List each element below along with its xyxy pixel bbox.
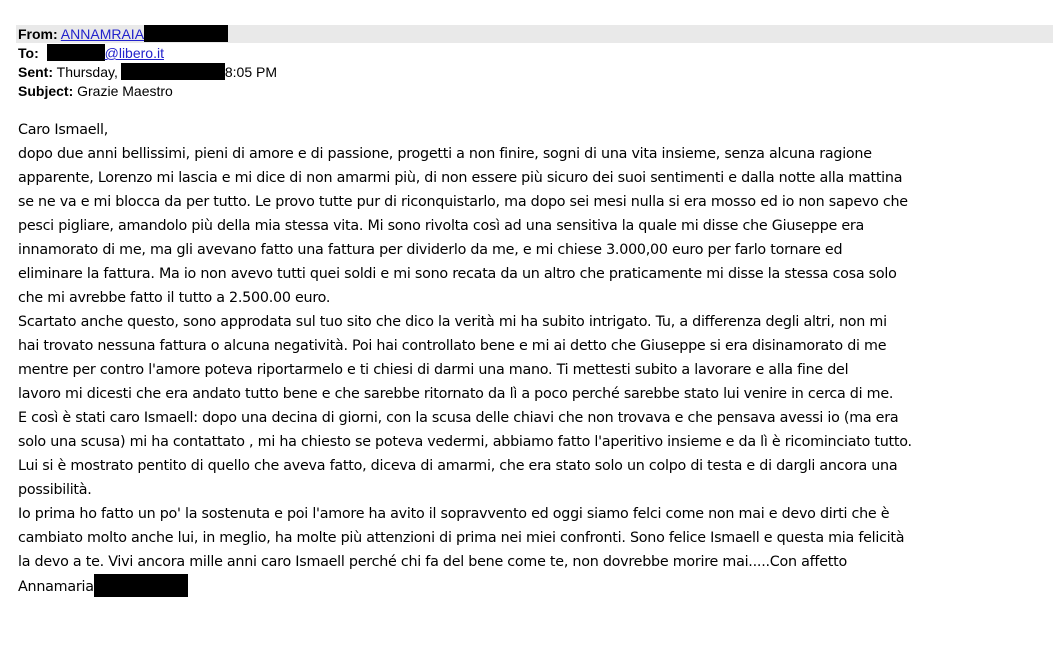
- sent-time: 8:05 PM: [224, 64, 277, 80]
- body-line: apparente, Lorenzo mi lascia e mi dice di non amarmi più, di non essere più sicuro dei suoi sentimenti e dalla notte alla mattina: [18, 170, 903, 186]
- redacted-from-surname: [144, 25, 228, 42]
- redacted-signature-surname: [94, 574, 188, 597]
- subject-row: [18, 82, 173, 101]
- body-line: pesci pigliare, amandolo più della mia stessa vita. Mi sono rivolta così ad una sensitiva la quale mi disse che Giuseppe era: [18, 218, 865, 234]
- from-label: From:: [18, 26, 58, 42]
- from-sender-link[interactable]: ANNAMRAIA: [60, 26, 145, 42]
- body-line: la devo a te. Vivi ancora mille anni caro Ismaell perché chi fa del bene come te, non dovrebbe morire mai.....Con affetto: [18, 554, 847, 570]
- to-label: To:: [18, 45, 39, 61]
- body-line: se ne va e mi blocca da per tutto. Le provo tutte pur di riconquistarlo, ma dopo sei mesi nulla si era mosso ed io non sapevo che: [18, 194, 908, 210]
- body-line: cambiato molto anche lui, in meglio, ha molte più attenzioni di prima nei miei confronti. Sono felice Ismaell e questa mia felicità: [18, 530, 905, 546]
- body-line: eliminare la fattura. Ma io non avevo tutti quei soldi e mi sono recata da un altro che praticamente mi disse la stessa cosa solo: [18, 266, 897, 282]
- greeting-line: Caro Ismaell,: [18, 122, 108, 138]
- body-line: Lui si è mostrato pentito di quello che aveva fatto, diceva di amarmi, che era stato solo un colpo di testa e di dargli ancora una: [18, 458, 898, 474]
- to-row: [18, 44, 164, 63]
- body-line: Scartato anche questo, sono approdata sul tuo sito che dico la verità mi ha subito intrigato. Tu, a differenza degli altri, non mi: [18, 314, 887, 330]
- body-line: innamorato di me, ma gli avevano fatto una fattura per dividerlo da me, e mi chiese 3.000,00 euro per farlo tornare ed: [18, 242, 843, 258]
- sent-label: Sent:: [18, 64, 53, 80]
- redacted-sent-date: [121, 63, 225, 80]
- signature-line: [18, 574, 1054, 598]
- signature-name: Annamaria: [18, 579, 94, 595]
- sent-row: [18, 63, 277, 82]
- email-body: [18, 118, 1054, 598]
- body-line: dopo due anni bellissimi, pieni di amore e di passione, progetti a non finire, sogni di una vita insieme, senza alcuna ragione: [18, 146, 872, 162]
- from-row: [18, 25, 228, 44]
- sent-day: Thursday,: [56, 64, 118, 80]
- body-line: Io prima ho fatto un po' la sostenuta e poi l'amore ha avito il sopravvento ed oggi siamo felci come non mai e devo dirti che è: [18, 506, 890, 522]
- body-line: E così è stati caro Ismaell: dopo una decina di giorni, con la scusa delle chiavi che non trovava e che pensava avessi io (ma era: [18, 410, 899, 426]
- body-line: possibilità.: [18, 482, 92, 498]
- body-line: hai trovato nessuna fattura o alcuna negatività. Poi hai controllato bene e mi ai detto che Giuseppe si era disinamorato di me: [18, 338, 887, 354]
- subject-label: Subject:: [18, 83, 74, 99]
- subject-text: Grazie Maestro: [77, 83, 173, 99]
- redacted-recipient-user: [47, 44, 105, 61]
- body-line: che mi avrebbe fatto il tutto a 2.500.00 euro.: [18, 290, 331, 306]
- body-line: mentre per contro l'amore poteva riportarmelo e ti chiesi di darmi una mano. Ti mettesti subito a lavorare e alla fine del: [18, 362, 849, 378]
- body-line: solo una scusa) mi ha contattato , mi ha chiesto se poteva vedermi, abbiamo fatto l'aperitivo insieme e da lì è ricominciato tutto.: [18, 434, 912, 450]
- body-line: lavoro mi dicesti che era andato tutto bene e che sarebbe ritornato da lì a poco perché sarebbe stato lui venire in cerca di me.: [18, 386, 894, 402]
- to-recipient-link[interactable]: @libero.it: [104, 45, 164, 61]
